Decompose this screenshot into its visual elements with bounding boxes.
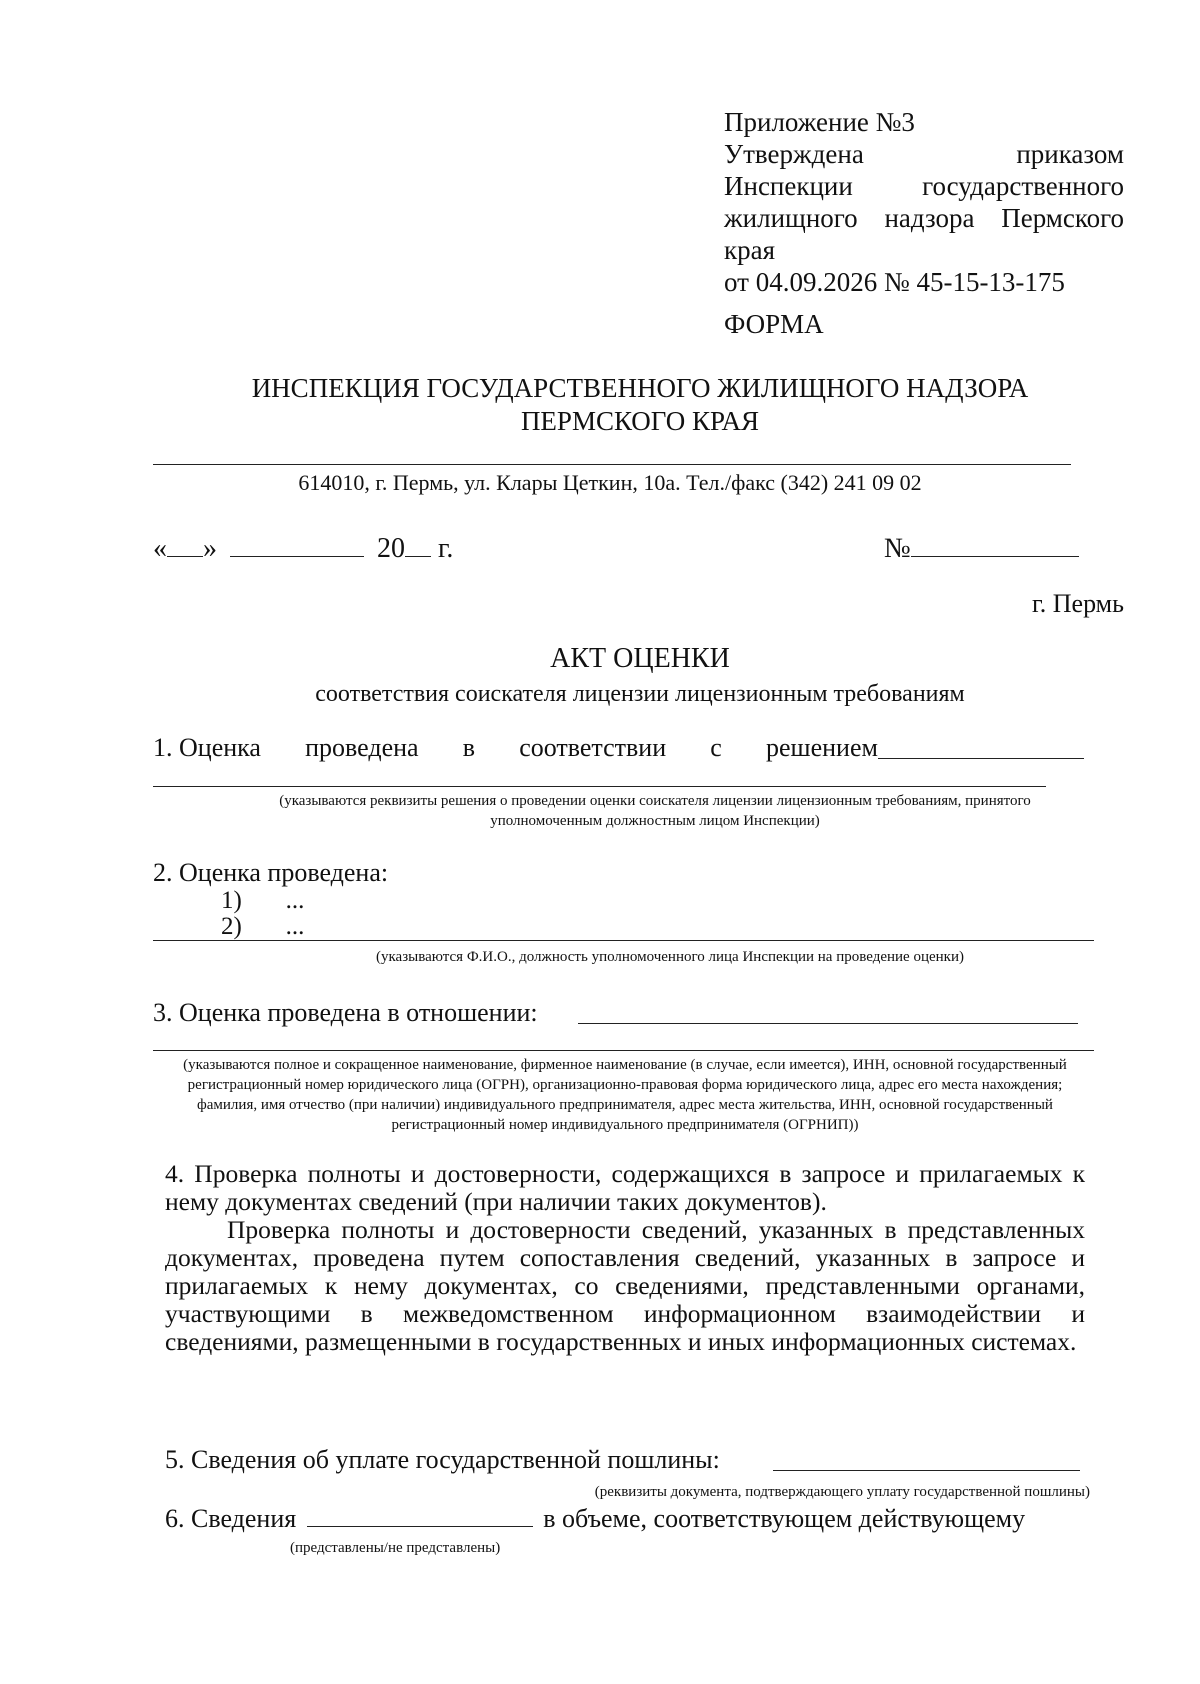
number-line — [884, 533, 1079, 565]
section-2-title: 2. Оценка проведена: — [153, 858, 389, 887]
number-label: № — [884, 533, 911, 564]
section-6-prefix: 6. Сведения — [165, 1504, 297, 1533]
number-blank — [911, 556, 1079, 557]
section-6-line — [165, 1504, 1025, 1534]
s1-word: соответствии — [519, 733, 667, 762]
organization-title — [130, 372, 1150, 438]
approval-block — [724, 106, 1124, 340]
year-blank — [405, 556, 431, 557]
s1-word: в — [462, 733, 476, 762]
section-3-title: 3. Оценка проведена в отношении: — [153, 998, 538, 1027]
act-title: АКТ ОЦЕНКИ — [550, 643, 730, 674]
state-word: государственного — [922, 171, 1124, 201]
year-prefix: 20 — [377, 533, 405, 564]
act-subtitle: соответствия соискателя лицензии лицензионным требованиям — [315, 681, 965, 707]
section-3-note: (указываются полное и сокращенное наименование, фирменное наименование (в случае, если имеется), ИНН, основной государственный регистрационный номер юридического лица (ОГРН), организационно-правовая форма юридического лица, адрес его места нахождения; фамилия, имя отчество (при наличии) индивидуального предпринимателя, адрес места жительства, ИНН, основной государственный регистрационный номер индивидуального предпринимателя (ОГРНИП)) — [183, 1057, 1067, 1133]
organization-line-1: ИНСПЕКЦИЯ ГОСУДАРСТВЕННОГО ЖИЛИЩНОГО НАДЗОРА — [251, 373, 1029, 403]
day-blank — [167, 556, 203, 557]
approval-date-number: от 04.09.2026 № 45-15-13-175 — [724, 267, 1065, 297]
s1-word: решением — [766, 733, 878, 762]
s1-word: 1. Оценка — [153, 733, 261, 762]
section-6-note: (представлены/не представлены) — [290, 1540, 501, 1556]
section-2 — [153, 858, 388, 940]
subject-blank — [578, 1023, 1078, 1024]
inspector-item-1: 1) ... — [221, 887, 305, 914]
inspector-item-2: 2) ... — [221, 913, 305, 940]
approval-line-4: края — [724, 235, 776, 265]
order-word: приказом — [1016, 139, 1124, 169]
fee-blank — [773, 1470, 1080, 1471]
section-1-note: (указываются реквизиты решения о проведении оценки соискателя лицензии лицензионным требованиям, принятого уполномоченным должностным лицом Инспекции) — [279, 793, 1031, 829]
inspector-blank-line — [153, 940, 1094, 941]
section-2-note: (указываются Ф.И.О., должность уполномоченного лица Инспекции на проведение оценки) — [376, 949, 964, 965]
section-4-para-1: 4. Проверка полноты и достоверности, содержащихся в запросе и прилагаемых к нему документах сведений (при наличии таких документов). — [165, 1159, 1085, 1216]
section-6-suffix: в объеме, соответствующем действующему — [543, 1504, 1026, 1533]
info-status-blank — [307, 1526, 533, 1527]
section-4 — [165, 1160, 1085, 1356]
organization-address: 614010, г. Пермь, ул. Клары Цеткин, 10а. Тел./факс (342) 241 09 02 — [298, 470, 922, 495]
quote-close: » — [203, 533, 217, 564]
section-1-text — [153, 733, 878, 763]
decision-blank-line-2 — [153, 786, 1046, 787]
approval-line-2 — [724, 170, 1124, 202]
date-line — [153, 533, 453, 565]
approval-line-3: жилищного надзора Пермского — [724, 203, 1124, 233]
s1-word: проведена — [305, 733, 419, 762]
quote-open: « — [153, 533, 167, 564]
decision-blank — [878, 758, 1084, 759]
form-label: ФОРМА — [724, 309, 824, 339]
approved-word: Утверждена — [724, 139, 864, 169]
section-5-note: (реквизиты документа, подтверждающего уплату государственной пошлины) — [594, 1484, 1090, 1500]
month-blank — [230, 556, 364, 557]
appendix-number: Приложение №3 — [724, 107, 915, 137]
approval-line-1 — [724, 138, 1124, 170]
section-5-title: 5. Сведения об уплате государственной пошлины: — [165, 1445, 720, 1474]
s1-word: с — [710, 733, 722, 762]
subject-blank-line-2 — [153, 1050, 1094, 1051]
year-suffix: г. — [438, 533, 454, 564]
inspection-word: Инспекции — [724, 171, 853, 201]
section-4-para-2: Проверка полноты и достоверности сведений, указанных в представленных документах, проведена путем сопоставления сведений, указанных в запросе и прилагаемых к нему документах, со сведениями, представленными органами, участвующими в межведомственном информационном взаимодействии и сведениями, размещенными в государственных и иных информационных системах. — [165, 1215, 1085, 1356]
city-label: г. Пермь — [1032, 589, 1124, 618]
organization-line-2: ПЕРМСКОГО КРАЯ — [520, 406, 760, 436]
header-rule — [153, 464, 1071, 465]
